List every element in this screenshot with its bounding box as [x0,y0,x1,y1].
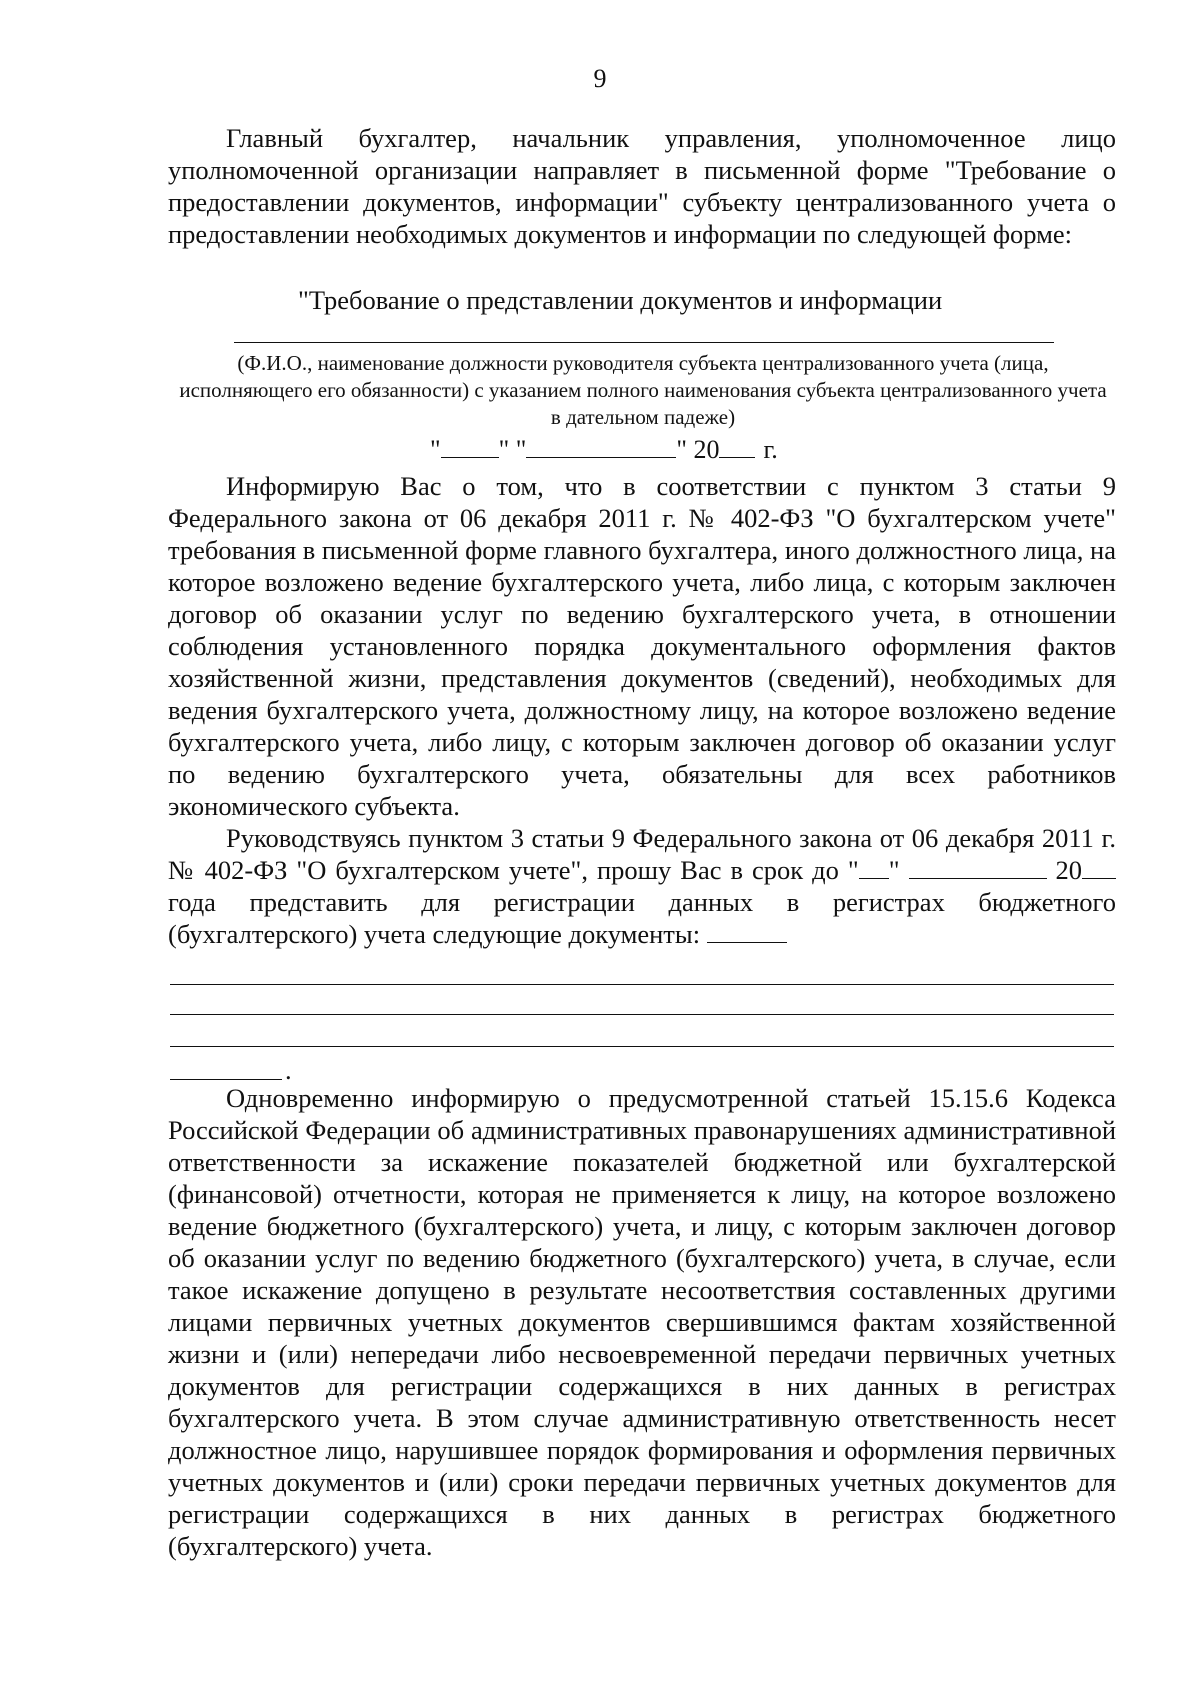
date-suffix: г. [763,435,778,464]
documents-blank-line-1 [170,984,1114,985]
documents-blank-line-4 [170,1079,282,1080]
addressee-caption: (Ф.И.О., наименование должности руководителя субъекта централизованного учета (лица, исполняющего его обязанности) с указанием полного наименования субъекта централизованного учета в дательном падеже) [179,351,1107,429]
deadline-year-blank [1082,854,1116,879]
deadline-month-blank [909,854,1047,879]
inform-paragraph: Информирую Вас о том, что в соответствии с пунктом 3 статьи 9 Федерального закона от 06 декабря 2011 г. № 402-ФЗ "О бухгалтерском учете" требования в письменной форме главного бухгалтера, иного должностного лица, на которое возложено ведение бухгалтерского учета, либо лица, с которым заключен договор об оказании услуг по ведению бухгалтерского учета, в отношении соблюдения установленного порядка документального оформления фактов хозяйственной жизни, представления документов (сведений), необходимых для ведения бухгалтерского учета, должностному лицу, на которое возложено ведение бухгалтерского учета, либо лицу, с которым заключен договор об оказании услуг по ведению бухгалтерского учета, обязательны для всех работников экономического субъекта. [168,471,1116,821]
page-number: 9 [593,64,607,93]
year-blank [719,433,755,458]
documents-blank-line-2 [170,1014,1114,1015]
request-text-part2: года представить для регистрации данных в регистрах бюджетного (бухгалтерского) учета следующие документы: [168,887,1116,949]
date-quote-open: " [430,435,441,464]
date-quote-mid: " " [498,435,527,464]
month-blank [526,433,676,458]
date-line [430,433,930,466]
documents-blank-line-3 [170,1046,1114,1047]
deadline-day-blank [859,854,889,879]
liability-paragraph: Одновременно информирую о предусмотренной статьей 15.15.6 Кодекса Российской Федерации об административных правонарушениях административной ответственности за искажение показателей бюджетной или бухгалтерской (финансовой) отчетности, которая не применяется к лицу, на которое возложено ведение бюджетного (бухгалтерского) учета, и лицу, с которым заключен договор об оказании услуг по ведению бюджетного (бухгалтерского) учета, в случае, если такое искажение допущено в результате несоответствия составленных другими лицами первичных учетных документов свершившимся фактам хозяйственной жизни и (или) непередачи либо несвоевременной передачи первичных учетных документов для регистрации содержащихся в них данных в регистрах бухгалтерского учета. В этом случае административную ответственность несет должностное лицо, нарушившее порядок формирования и оформления первичных учетных документов и (или) сроки передачи первичных учетных документов для регистрации содержащихся в них данных в регистрах бюджетного (бухгалтерского) учета. [168,1083,1116,1561]
request-year-prefix: 20 [1055,855,1083,885]
documents-blank-inline [707,918,787,943]
form-title: "Требование о представлении документов и информации [298,285,943,315]
intro-paragraph: Главный бухгалтер, начальник управления, уполномоченное лицо уполномоченной организации направляет в письменной форме "Требование о предоставлении документов, информации" субъекту централизованного учета о предоставлении необходимых документов и информации по следующей форме: [168,123,1116,249]
date-year-text: " 20 [676,435,720,464]
documents-end-mark: . [285,1055,292,1085]
request-quote-close: " [888,855,900,885]
request-paragraph [168,822,1116,950]
request-text-part1: Руководствуясь пунктом 3 статьи 9 Федерального закона от 06 декабря 2011 г. № 402-ФЗ "О бухгалтерском учете", прошу Вас в срок до [168,823,1116,885]
day-blank [441,433,499,458]
request-quote-open: " [847,855,859,885]
addressee-blank-line [234,342,1054,343]
